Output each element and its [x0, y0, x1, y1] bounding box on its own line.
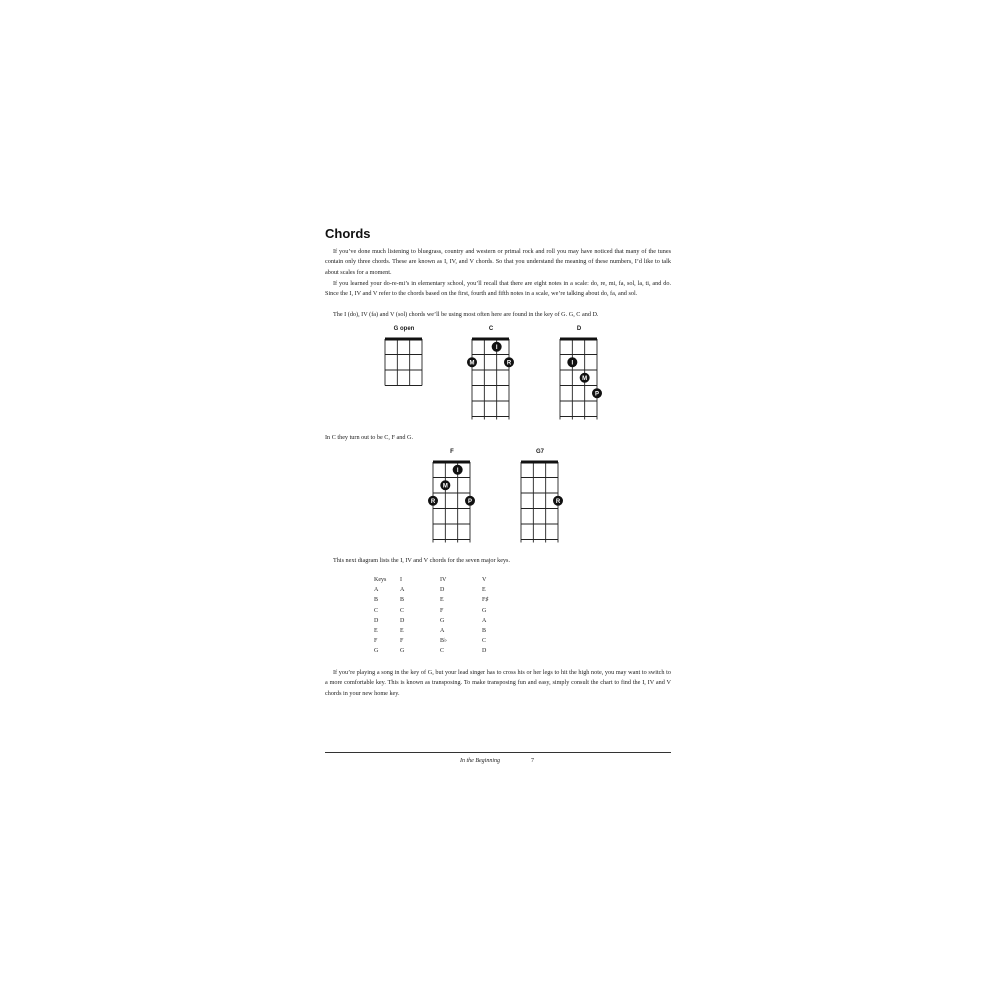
chord-diagram-c: [461, 326, 521, 418]
intro-paragraph: If you’ve done much listening to bluegrass, country and western or primal rock and roll you may have noticed that many of the tunes contain only three chords. These are known as I, IV, and V chords. So that you understand the meaning of these numbers, I’d like to talk about scales for a moment.: [325, 248, 671, 276]
table-cell: F♯: [482, 597, 489, 604]
chord-nut: [472, 338, 509, 341]
column-header-v: V: [482, 577, 487, 583]
footer-rule: [325, 752, 671, 753]
chord-diagram-g7: [510, 449, 570, 541]
finger-label: I: [571, 360, 574, 367]
chord-diagram-g-open: [374, 326, 434, 418]
table-cell: E: [400, 628, 404, 635]
table-row: [374, 606, 502, 616]
scale-paragraph: If you learned your do-re-mi’s in elementary school, you’ll recall that there are eight notes in a scale: do, re, mi, fa, sol, la, ti, and do. Since the I, IV and V refer to the chords based on the first, fourth and fifth notes in a scale, we’re talking about do, fa, and sol.: [325, 280, 671, 298]
finger-dot: [467, 357, 477, 367]
table-cell: G: [400, 648, 405, 655]
finger-label: R: [430, 498, 436, 505]
column-header-keys: Keys: [374, 577, 387, 583]
table-cell: D: [400, 617, 405, 624]
chord-name: C: [488, 326, 494, 332]
table-cell: E: [374, 628, 378, 635]
chord-nut: [433, 461, 470, 464]
table-cell: B: [400, 597, 405, 604]
table-cell: D: [440, 587, 445, 594]
page-title: Chords: [325, 226, 371, 241]
table-cell: C: [482, 638, 487, 645]
key-of-c-paragraph: In C they turn out to be C, F and G.: [325, 434, 413, 441]
table-cell: G: [482, 607, 487, 614]
finger-dot: [492, 342, 502, 352]
table-row: [374, 616, 502, 626]
chord-grid: [461, 326, 521, 423]
chord-name: G open: [393, 326, 415, 332]
page-number: 7: [531, 758, 534, 764]
table-cell: B: [374, 597, 379, 604]
table-row: [374, 646, 502, 656]
chord-diagram-f: [422, 449, 482, 541]
finger-label: R: [506, 360, 512, 367]
column-header-i: I: [400, 577, 402, 583]
table-cell: F: [400, 638, 404, 645]
column-header-iv: IV: [440, 577, 447, 583]
finger-label: M: [469, 360, 475, 367]
chord-grid: [510, 449, 570, 546]
table-cell: A: [374, 587, 379, 594]
chord-nut: [560, 338, 597, 341]
key-of-g-paragraph: The I (do), IV (fa) and V (sol) chords we’ll be using most often here are found in the key of G. G, C and D.: [333, 311, 599, 318]
chord-diagram-d: [549, 326, 609, 418]
table-cell: D: [374, 617, 379, 624]
finger-dot: [553, 496, 563, 506]
finger-label: I: [456, 467, 459, 474]
finger-label: M: [582, 375, 588, 382]
table-row: [374, 626, 502, 636]
chord-nut: [521, 461, 558, 464]
finger-dot: [428, 496, 438, 506]
table-cell: A: [400, 587, 405, 594]
table-row: [374, 585, 502, 595]
table-row: [374, 595, 502, 605]
table-cell: A: [482, 617, 487, 624]
major-keys-chord-table: [374, 575, 502, 657]
finger-dot: [453, 465, 463, 475]
finger-dot: [567, 357, 577, 367]
finger-label: P: [467, 498, 473, 505]
table-row: [374, 636, 502, 646]
table-cell: B: [482, 628, 487, 635]
finger-label: R: [555, 498, 561, 505]
transposing-paragraph: If you’re playing a song in the key of G, but your lead singer has to cross his or her legs to hit the high note, you may want to switch to a more comfortable key. This is known as transposing. To make transposing fun and easy, simply consult the chart to find the I, IV and V chords in your new home key.: [325, 669, 671, 697]
diagram-intro-paragraph: This next diagram lists the I, IV and V chords for the seven major keys.: [333, 557, 510, 564]
table-cell: A: [440, 628, 445, 635]
chord-nut: [385, 338, 422, 341]
table-cell: E: [440, 597, 444, 604]
finger-dot: [440, 480, 450, 490]
table-cell: G: [440, 617, 445, 624]
finger-dot: [580, 373, 590, 383]
finger-label: P: [594, 391, 600, 398]
chord-name: D: [576, 326, 582, 332]
chord-name: G7: [535, 449, 544, 455]
table-cell: C: [374, 607, 379, 614]
chord-grid: [374, 326, 434, 392]
finger-label: M: [442, 483, 448, 490]
table-cell: B♭: [440, 638, 447, 645]
table-cell: G: [374, 648, 379, 655]
table-cell: C: [440, 648, 445, 655]
table-cell: C: [400, 607, 405, 614]
finger-dot: [592, 388, 602, 398]
running-footer-title: In the Beginning: [460, 758, 500, 764]
table-cell: D: [482, 648, 487, 655]
finger-dot: [465, 496, 475, 506]
table-header-row: [374, 575, 502, 585]
finger-label: I: [495, 344, 498, 351]
finger-dot: [504, 357, 514, 367]
table-cell: E: [482, 587, 486, 594]
chord-name: F: [450, 449, 454, 455]
table-cell: F: [440, 607, 444, 614]
chord-grid: [422, 449, 482, 546]
table-cell: F: [374, 638, 378, 645]
chord-grid: [549, 326, 609, 423]
